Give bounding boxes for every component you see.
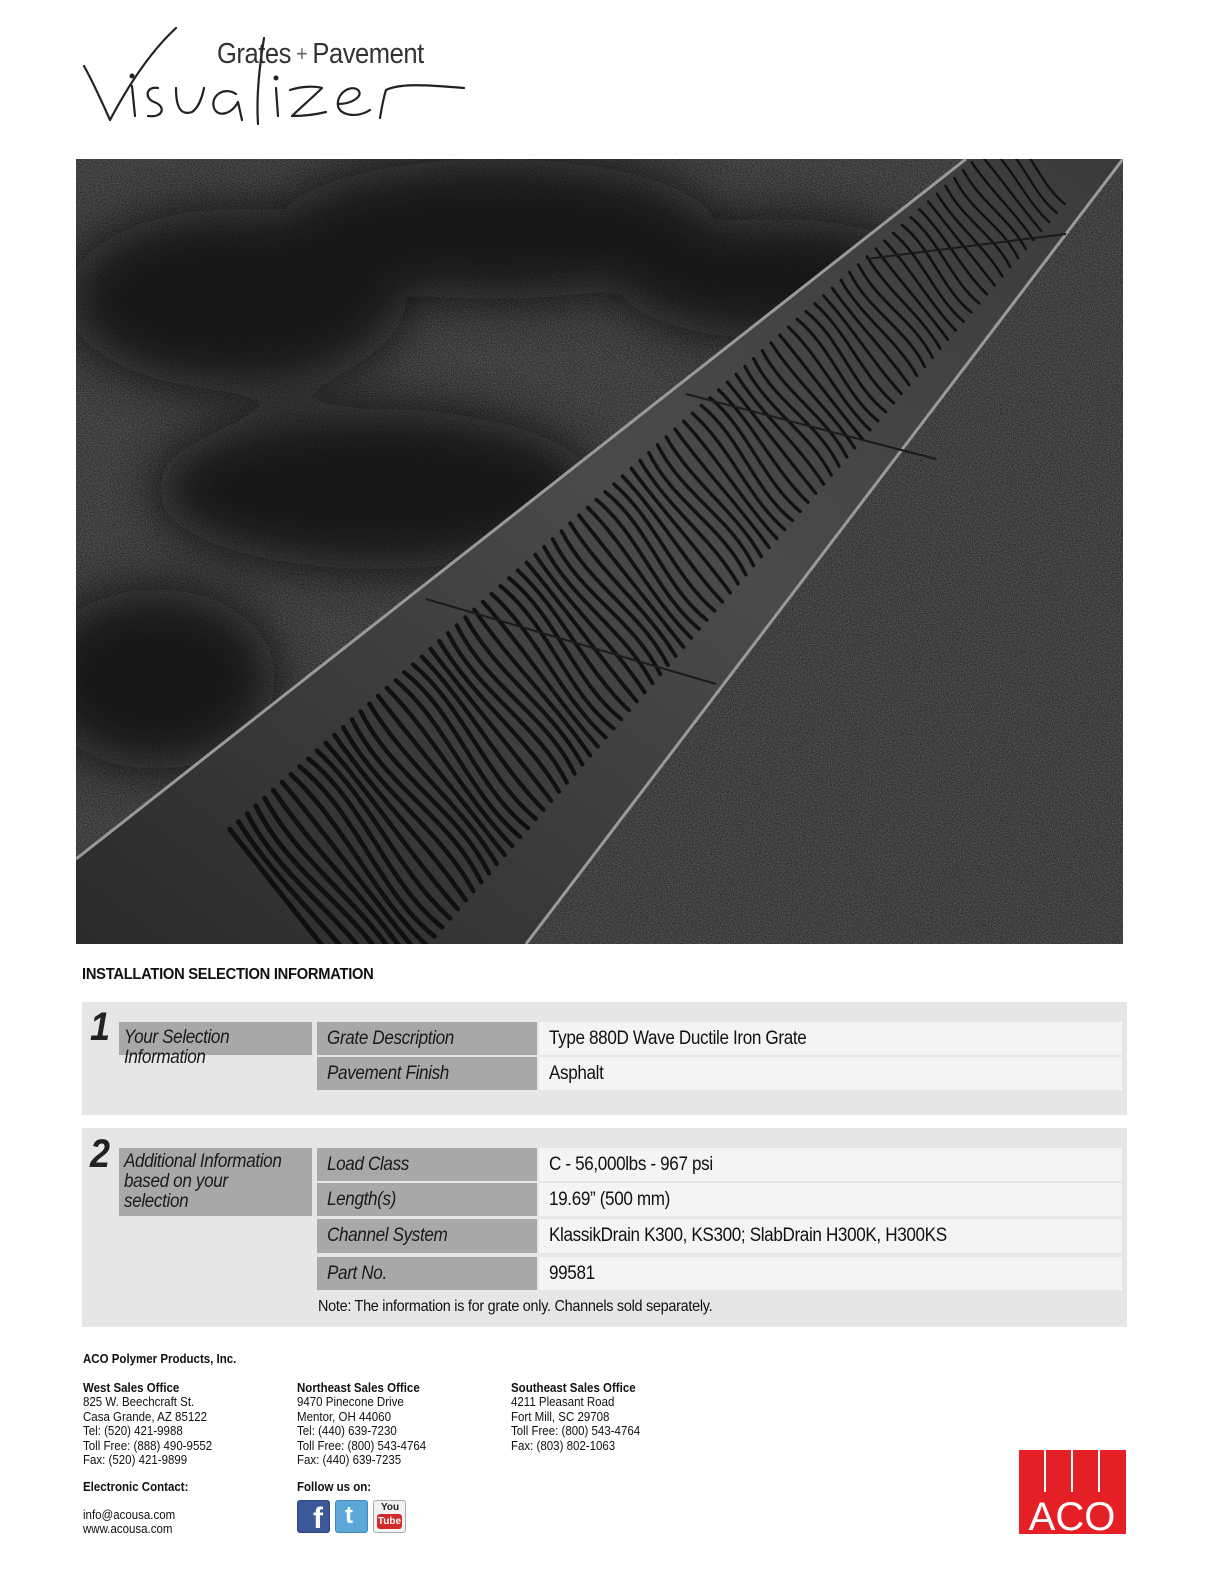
hero-image-grate-in-asphalt bbox=[76, 159, 1123, 944]
follow-us-heading: Follow us on: bbox=[297, 1480, 372, 1494]
office-line: Toll Free: (800) 543-4764 bbox=[511, 1424, 641, 1439]
lengths-label: Length(s) bbox=[317, 1183, 537, 1216]
lengths-value: 19.69” (500 mm) bbox=[539, 1183, 1122, 1216]
northeast-sales-office bbox=[297, 1381, 426, 1467]
grate-only-note: Note: The information is for grate only. Channels sold separately. bbox=[318, 1298, 713, 1315]
twitter-icon[interactable]: t bbox=[335, 1500, 368, 1533]
logo-subtitle-plus: + bbox=[296, 41, 308, 66]
grate-description-value: Type 880D Wave Ductile Iron Grate bbox=[539, 1022, 1122, 1055]
logo-subtitle-pavement: Pavement bbox=[312, 38, 424, 70]
office-line: Fax: (440) 639-7235 bbox=[297, 1453, 402, 1468]
load-class-label: Load Class bbox=[317, 1148, 537, 1181]
office-line: Fax: (803) 802-1063 bbox=[511, 1438, 616, 1453]
part-number-label: Part No. bbox=[317, 1257, 537, 1290]
grate-description-label: Grate Description bbox=[317, 1022, 537, 1055]
step-number-1: 1 bbox=[90, 1005, 111, 1049]
office-line: Fort Mill, SC 29708 bbox=[511, 1409, 610, 1424]
office-line: 4211 Pleasant Road bbox=[511, 1395, 615, 1410]
aco-logo bbox=[1019, 1450, 1126, 1534]
office-line: Casa Grande, AZ 85122 bbox=[83, 1409, 208, 1424]
channel-system-label: Channel System bbox=[317, 1219, 537, 1253]
visualizer-script-logo bbox=[80, 24, 480, 139]
office-line: Mentor, OH 44060 bbox=[297, 1409, 391, 1424]
facebook-icon[interactable]: f bbox=[297, 1500, 330, 1533]
load-class-value: C - 56,000lbs - 967 psi bbox=[539, 1148, 1122, 1181]
electronic-contact-heading: Electronic Contact: bbox=[83, 1480, 189, 1494]
email-link[interactable]: info@acousa.com bbox=[83, 1508, 176, 1522]
step-number-2: 2 bbox=[90, 1132, 111, 1176]
youtube-icon[interactable]: You Tube bbox=[373, 1500, 406, 1533]
channel-system-value: KlassikDrain K300, KS300; SlabDrain H300K, H300KS bbox=[539, 1219, 1122, 1253]
office-line: Toll Free: (800) 543-4764 bbox=[297, 1438, 427, 1453]
pavement-finish-value: Asphalt bbox=[539, 1057, 1122, 1090]
company-name: ACO Polymer Products, Inc. bbox=[83, 1352, 237, 1366]
website-link[interactable]: www.acousa.com bbox=[83, 1522, 173, 1536]
office-line: 9470 Pinecone Drive bbox=[297, 1395, 404, 1410]
office-line: Fax: (520) 421-9899 bbox=[83, 1453, 188, 1468]
section-heading: INSTALLATION SELECTION INFORMATION bbox=[82, 966, 374, 983]
additional-information-label: Additional Information based on your selection bbox=[119, 1148, 312, 1216]
southeast-sales-office bbox=[511, 1381, 640, 1453]
office-line: Toll Free: (888) 490-9552 bbox=[83, 1438, 213, 1453]
logo-subtitle-grates: Grates bbox=[217, 38, 291, 70]
part-number-value: 99581 bbox=[539, 1257, 1122, 1290]
your-selection-label: Your Selection Information bbox=[119, 1022, 312, 1055]
office-line: 825 W. Beechcraft St. bbox=[83, 1395, 195, 1410]
office-line: Tel: (440) 639-7230 bbox=[297, 1424, 397, 1439]
office-name: Northeast Sales Office bbox=[297, 1381, 420, 1395]
pavement-finish-label: Pavement Finish bbox=[317, 1057, 537, 1090]
office-name: West Sales Office bbox=[83, 1381, 180, 1395]
west-sales-office bbox=[83, 1381, 212, 1467]
office-line: Tel: (520) 421-9988 bbox=[83, 1424, 183, 1439]
aco-logo-text: ACO bbox=[1028, 1495, 1116, 1534]
office-name: Southeast Sales Office bbox=[511, 1381, 636, 1395]
